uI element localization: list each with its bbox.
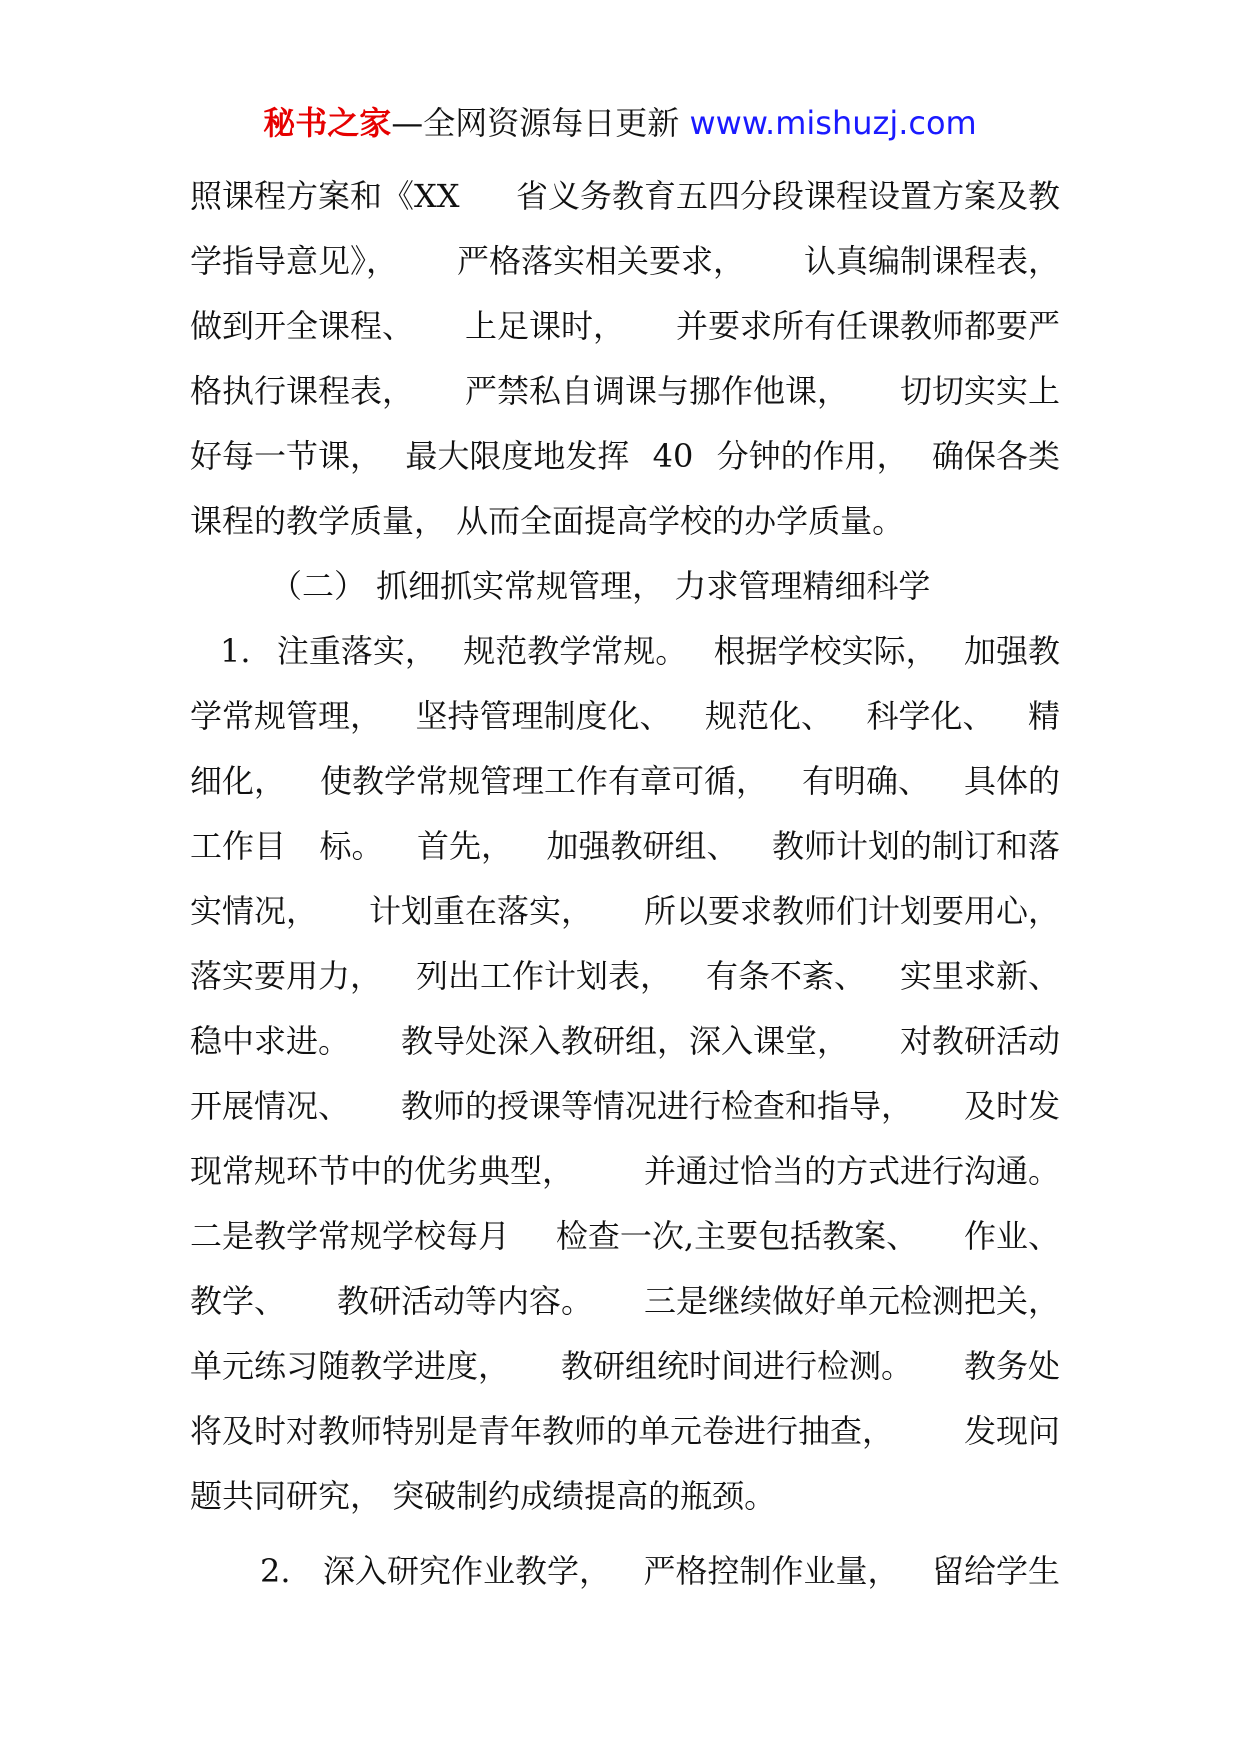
text-segment: 标。 [319,827,384,865]
text-segment: 学指导意见》， [190,242,399,280]
text-segment: 使教学常规管理工作有章可循， [319,762,768,800]
text-segment: 教学、 [190,1282,287,1320]
text-segment: 检查一次,主要包括教案、 [555,1217,919,1255]
text-segment: 题共同研究， 突破制约成绩提高的瓶颈。 [190,1477,777,1515]
text-segment: 有条不紊、 [705,957,866,995]
text-segment: 认真编制课程表， [803,242,1060,280]
text-segment: 首先， [416,827,513,865]
text-line [190,1269,1060,1334]
text-segment: 严禁私自调课与挪作他课， [464,372,849,410]
text-segment: 精 [1027,697,1060,735]
text-segment: 科学化、 [866,697,995,735]
text-segment: 40 [652,437,694,475]
text-segment: 省义务教育五四分段课程设置方案及教 [515,177,1060,215]
text-segment: 实情况， [190,892,319,930]
text-segment: 二是教学常规学校每月 [190,1217,511,1255]
text-segment: 教研组统时间进行检测。 [560,1347,913,1385]
text-segment: 作业、 [963,1217,1060,1255]
text-segment: 对教研活动 [899,1022,1060,1060]
text-line [190,879,1060,944]
text-segment: 单元练习随教学进度， [190,1347,511,1385]
text-segment: 加强教研组、 [546,827,739,865]
text-line [190,1074,1060,1139]
text-segment: 格执行课程表， [190,372,415,410]
text-segment: 所以要求教师们计划要用心， [643,892,1060,930]
text-line [190,359,1060,424]
text-segment: 稳中求进。 [190,1022,351,1060]
text-segment: 发现问 [963,1412,1060,1450]
text-line [190,1139,1060,1204]
text-line [190,1334,1060,1399]
text-segment: 有明确、 [801,762,930,800]
text-line [190,684,1060,749]
text-segment: 细化， [190,762,287,800]
text-segment: 坚持管理制度化、 [415,697,672,735]
header-url-link[interactable]: www.mishuzj.com [689,104,977,142]
text-segment: 并要求所有任课教师都要严 [675,307,1060,345]
text-line [190,489,1060,554]
text-segment: 将及时对教师特别是青年教师的单元卷进行抽查， [190,1412,895,1450]
text-segment: 分钟的作用， [716,437,909,475]
text-segment: 注重落实， [276,632,437,670]
text-line [190,619,1060,684]
text-segment: （二） 抓细抓实常规管理， 力求管理精细科学 [270,567,931,605]
text-segment: 严格落实相关要求， [456,242,745,280]
text-segment: 根据学校实际， [713,632,938,670]
section-heading [190,554,1060,619]
text-segment: 做到开全课程、 [190,307,415,345]
text-line [190,1399,1060,1464]
text-segment: 学常规管理， [190,697,383,735]
text-segment: 工作目 [190,827,287,865]
text-segment: 2. [260,1552,291,1590]
text-line [190,424,1060,489]
text-line [190,944,1060,1009]
text-segment: 开展情况、 [190,1087,351,1125]
text-segment: 严格控制作业量， [643,1552,900,1590]
text-segment: 留给学生 [931,1552,1060,1590]
text-segment: 及时发 [963,1087,1060,1125]
text-line [190,749,1060,814]
text-segment: 1. [220,632,251,670]
text-segment: 课程的教学质量， 从而全面提高学校的办学质量。 [190,502,905,540]
text-segment: 教师计划的制订和落 [771,827,1060,865]
text-line [190,1009,1060,1074]
text-segment: 上足课时， [464,307,625,345]
text-segment: 教务处 [963,1347,1060,1385]
text-line [190,1539,1060,1604]
text-segment: 计划重在落实， [368,892,593,930]
text-line [190,294,1060,359]
text-segment: 现常规环节中的优劣典型， [190,1152,575,1190]
text-segment: 规范教学常规。 [463,632,688,670]
text-segment: 深入研究作业教学， [323,1552,612,1590]
text-segment: 实里求新、 [899,957,1060,995]
text-segment: 教研活动等内容。 [336,1282,593,1320]
header-brand: 秘书之家 [263,104,392,142]
text-segment: 落实要用力， [190,957,383,995]
text-line [190,229,1060,294]
text-segment: 照课程方案和《XX [190,177,460,215]
text-segment: 规范化、 [704,697,833,735]
text-segment: 三是继续做好单元检测把关， [643,1282,1060,1320]
page-header [0,100,1240,146]
text-segment: 切切实实上 [899,372,1060,410]
text-segment: 好每一节课， [190,437,383,475]
text-line [190,164,1060,229]
text-segment: 并通过恰当的方式进行沟通。 [643,1152,1060,1190]
text-segment: 列出工作计划表， [415,957,672,995]
text-segment: 加强教 [963,632,1060,670]
text-line [190,1204,1060,1269]
text-segment: 具体的 [963,762,1060,800]
text-line [190,814,1060,879]
header-slogan: —全网资源每日更新 [391,104,680,142]
text-segment: 最大限度地发挥 [405,437,630,475]
text-line [190,1464,1060,1529]
text-segment: 确保各类 [931,437,1060,475]
body-text [190,164,1060,1604]
text-segment: 教导处深入教研组，深入课堂， [400,1022,849,1060]
text-segment: 教师的授课等情况进行检查和指导， [400,1087,913,1125]
